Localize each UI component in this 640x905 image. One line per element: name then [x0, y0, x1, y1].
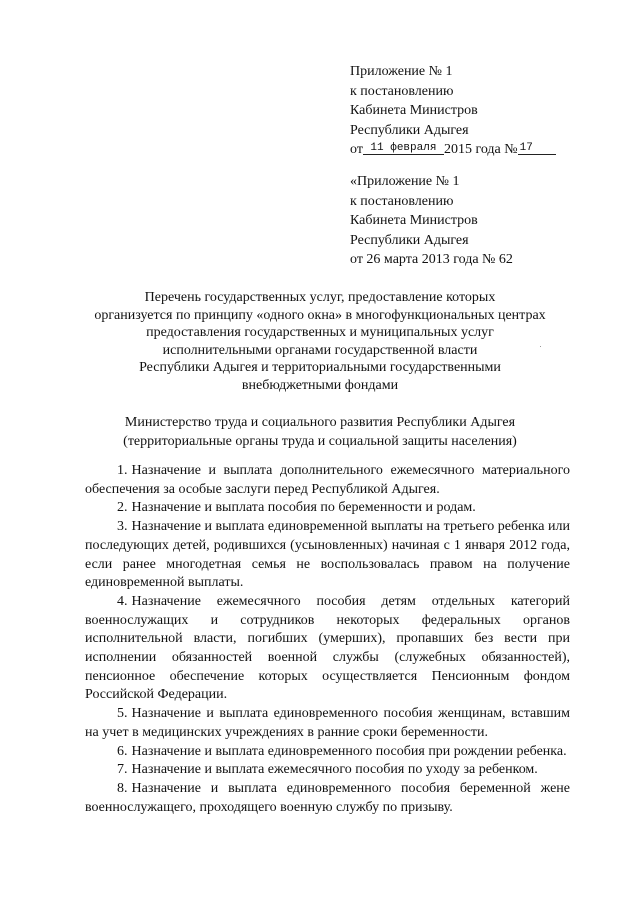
- appendix-current-header: [350, 62, 610, 160]
- item-text: Назначение ежемесячного пособия детям отдельных категорий военнослужащих и сотрудников некоторых федеральных органов исполнительной власти, погибших (умерших), пропавших без вести при исполнении обязанностей военной службы (служебных обязанностей), пенсионное обеспечение которых осуществляется Пенсионным фондом Российской Федерации.: [85, 593, 570, 703]
- date-prefix: от: [350, 142, 363, 157]
- original-issuer-line: Кабинета Министров: [350, 213, 478, 228]
- ministry-name: Министерство труда и социального развития Республики Адыгея: [124, 415, 516, 430]
- original-ref-line: к постановлению: [350, 193, 454, 209]
- title-line: Перечень государственных услуг, предоставление которых: [144, 290, 496, 305]
- list-item: [85, 705, 570, 742]
- title-line: Республики Адыгея и территориальными государственными: [139, 360, 501, 375]
- item-text: Назначение и выплата единовременной выплаты на третьего ребенка или последующих детей, родившихся (усыновленных) начиная с 1 января 2012 года, если ранее многодетная семья не воспользовалась правом на получение единовременной выплаты.: [85, 519, 570, 591]
- item-number: 5.: [117, 706, 128, 722]
- original-appendix-title: «Приложение № 1: [350, 174, 460, 189]
- item-text: Назначение и выплата дополнительного ежемесячного материального обеспечения за особые заслуги перед Республикой Адыгея.: [85, 463, 570, 497]
- appendix-ref-line: к постановлению: [350, 83, 454, 99]
- title-line: исполнительными органами государственной власти: [162, 342, 478, 358]
- appendix-original-header: [350, 172, 610, 270]
- item-number: 3.: [117, 519, 128, 535]
- item-text: Назначение и выплата ежемесячного пособия по уходу за ребенком.: [131, 762, 538, 778]
- appendix-issuer-line: Кабинета Министров: [350, 103, 478, 118]
- ministry-heading: [70, 413, 570, 451]
- title-line: организуется по принципу «одного окна» в многофункциональных центрах: [94, 307, 546, 323]
- item-number: 4.: [117, 593, 128, 609]
- item-text: Назначение и выплата единовременного пособия женщинам, вставшим на учет в медицинских учреждениях в ранние сроки беременности.: [85, 706, 570, 740]
- appendix-region-line: Республики Адыгея: [350, 122, 469, 138]
- handwritten-date: 11 февраля: [363, 143, 444, 155]
- title-line: внебюджетными фондами: [241, 377, 399, 393]
- appendix-date-line: [350, 140, 610, 160]
- list-item: [85, 518, 570, 593]
- handwritten-number: 17: [518, 143, 556, 155]
- ministry-subtitle: (территориальные органы труда и социальной защиты населения): [123, 434, 517, 449]
- year-text: 2015 года №: [443, 142, 518, 157]
- appendix-title: Приложение № 1: [350, 64, 453, 79]
- item-text: Назначение и выплата единовременного пособия беременной жене военнослужащего, проходящего военную службу по призыву.: [85, 780, 570, 815]
- original-date-line: от 26 марта 2013 года № 62: [350, 252, 513, 267]
- services-list: [85, 462, 570, 817]
- list-item: [85, 743, 570, 762]
- item-number: 2.: [117, 500, 128, 516]
- list-item: [85, 780, 570, 817]
- item-text: Назначение и выплата единовременного пособия при рождении ребенка.: [131, 743, 567, 759]
- item-text: Назначение и выплата пособия по беременности и родам.: [131, 500, 476, 516]
- item-number: 6.: [117, 743, 128, 759]
- list-item: [85, 499, 570, 518]
- item-number: 7.: [117, 762, 128, 778]
- list-item: [85, 761, 570, 780]
- scan-artifact: [540, 346, 541, 347]
- original-region-line: Республики Адыгея: [350, 232, 469, 248]
- list-item: [85, 462, 570, 499]
- item-number: 8.: [117, 780, 128, 796]
- list-item: [85, 593, 570, 705]
- document-title: [90, 289, 550, 394]
- item-number: 1.: [117, 463, 128, 478]
- title-line: предоставления государственных и муниципальных услуг: [146, 325, 494, 340]
